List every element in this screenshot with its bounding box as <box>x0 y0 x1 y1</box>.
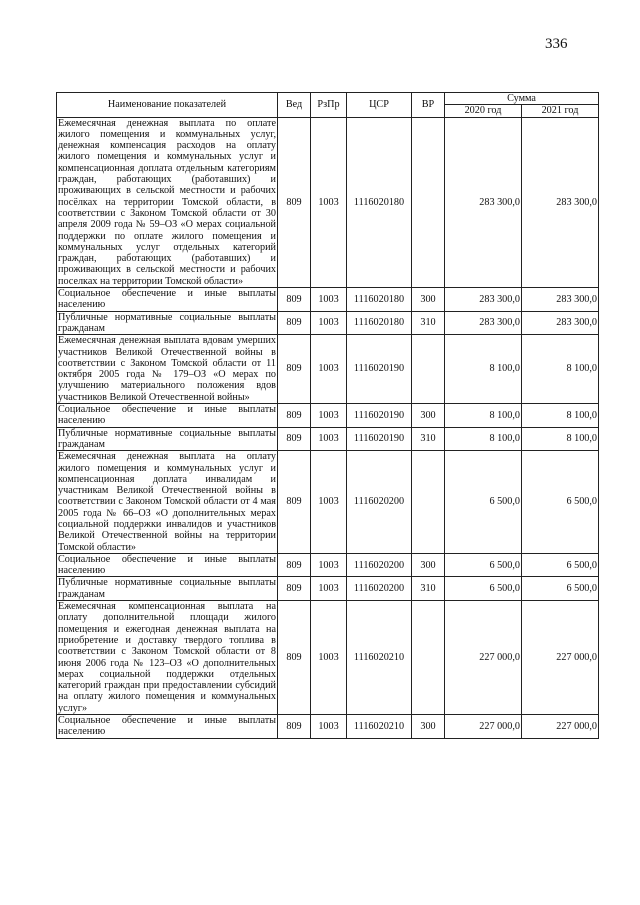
row-name: Социальное обеспечение и иные выплаты населению <box>58 553 276 577</box>
row-vr: 300 <box>412 404 445 428</box>
header-rzpr: РзПр <box>311 93 347 118</box>
header-2020: 2020 год <box>445 105 522 117</box>
row-vr: 300 <box>412 553 445 577</box>
row-sum-2021: 283 300,0 <box>522 288 599 312</box>
row-csr: 1116020200 <box>347 553 412 577</box>
header-vr: ВР <box>412 93 445 118</box>
row-ved: 809 <box>278 451 311 554</box>
row-rzpr: 1003 <box>311 335 347 404</box>
row-sum-2020: 227 000,0 <box>445 601 522 715</box>
row-vr: 300 <box>412 288 445 312</box>
row-vr: 310 <box>412 577 445 601</box>
table-row <box>57 117 599 287</box>
row-rzpr: 1003 <box>311 427 347 451</box>
row-sum-2020: 6 500,0 <box>445 553 522 577</box>
row-sum-2020: 227 000,0 <box>445 715 522 739</box>
table-row <box>57 335 599 404</box>
row-sum-2021: 8 100,0 <box>522 335 599 404</box>
row-csr: 1116020190 <box>347 335 412 404</box>
table-row <box>57 601 599 715</box>
table-row <box>57 427 599 451</box>
row-ved: 809 <box>278 335 311 404</box>
row-ved: 809 <box>278 117 311 287</box>
row-csr: 1116020180 <box>347 288 412 312</box>
header-csr: ЦСР <box>347 93 412 118</box>
table-row <box>57 553 599 577</box>
row-sum-2021: 6 500,0 <box>522 577 599 601</box>
row-vr <box>412 451 445 554</box>
row-rzpr: 1003 <box>311 601 347 715</box>
header-sum: Сумма <box>445 93 599 105</box>
row-ved: 809 <box>278 288 311 312</box>
row-ved: 809 <box>278 427 311 451</box>
row-ved: 809 <box>278 311 311 335</box>
row-sum-2020: 8 100,0 <box>445 335 522 404</box>
row-sum-2021: 6 500,0 <box>522 553 599 577</box>
row-ved: 809 <box>278 404 311 428</box>
row-sum-2020: 8 100,0 <box>445 404 522 428</box>
header-name: Наименование показателей <box>57 93 278 118</box>
row-csr: 1116020210 <box>347 601 412 715</box>
row-sum-2020: 6 500,0 <box>445 451 522 554</box>
row-rzpr: 1003 <box>311 577 347 601</box>
table-row <box>57 577 599 601</box>
row-ved: 809 <box>278 577 311 601</box>
row-name: Социальное обеспечение и иные выплаты населению <box>58 715 276 738</box>
row-rzpr: 1003 <box>311 553 347 577</box>
row-sum-2021: 8 100,0 <box>522 427 599 451</box>
row-vr: 310 <box>412 311 445 335</box>
row-sum-2020: 8 100,0 <box>445 427 522 451</box>
row-sum-2020: 283 300,0 <box>445 288 522 312</box>
row-rzpr: 1003 <box>311 311 347 335</box>
row-csr: 1116020200 <box>347 451 412 554</box>
table-row <box>57 404 599 428</box>
row-name: Социальное обеспечение и иные выплаты населению <box>58 288 276 311</box>
row-name: Ежемесячная денежная выплата вдовам умерших участников Великой Отечественной войны в соответствии с Законом Томской области от 11 октября 2005 года № 179–ОЗ «О мерах по улучшению материального положения вдов участников Великой Отечественной войны» <box>58 335 276 403</box>
budget-table <box>56 92 599 739</box>
row-csr: 1116020210 <box>347 715 412 739</box>
page-number: 336 <box>545 36 568 52</box>
row-ved: 809 <box>278 553 311 577</box>
row-sum-2021: 8 100,0 <box>522 404 599 428</box>
table-row <box>57 311 599 335</box>
row-csr: 1116020190 <box>347 404 412 428</box>
row-name: Ежемесячная денежная выплата по оплате жилого помещения и коммунальных услуг, денежная компенсация расходов на оплату жилого помещения и коммунальных услуг и компенсационная доплата отдельным категориям граждан, работающих (работавших) и проживающих в сельской местности и рабочих посёлках на территории Томской области, в соответствии с Законом Томской области от 30 апреля 2009 года № 59–ОЗ «О мерах социальной поддержки по оплате жилого помещения и коммунальных услуг отдельных категорий граждан, работающих (работавших) и проживающих в сельской местности и рабочих поселках на территории Томской области» <box>58 117 276 287</box>
row-vr: 310 <box>412 427 445 451</box>
row-csr: 1116020200 <box>347 577 412 601</box>
row-rzpr: 1003 <box>311 451 347 554</box>
row-ved: 809 <box>278 601 311 715</box>
row-rzpr: 1003 <box>311 288 347 312</box>
row-csr: 1116020180 <box>347 117 412 287</box>
row-rzpr: 1003 <box>311 715 347 739</box>
row-name: Публичные нормативные социальные выплаты гражданам <box>58 427 276 450</box>
row-rzpr: 1003 <box>311 117 347 287</box>
row-name: Социальное обеспечение и иные выплаты населению <box>58 404 276 427</box>
row-name: Публичные нормативные социальные выплаты гражданам <box>58 311 276 334</box>
row-name: Ежемесячная денежная выплата на оплату жилого помещения и коммунальных услуг и компенсационная доплата инвалидам и участникам Великой Отечественной войны в соответствии с Законом Томской области от 4 мая 2005 года № 66–ОЗ «О дополнительных мерах социальной поддержки инвалидов и участников Великой Отечественной войны на территории Томской области» <box>58 451 276 553</box>
header-row <box>57 93 599 105</box>
row-sum-2021: 283 300,0 <box>522 311 599 335</box>
header-2021: 2021 год <box>522 105 599 117</box>
row-rzpr: 1003 <box>311 404 347 428</box>
row-name: Публичные нормативные социальные выплаты гражданам <box>58 577 276 600</box>
table-row <box>57 288 599 312</box>
row-ved: 809 <box>278 715 311 739</box>
table-row <box>57 451 599 554</box>
row-sum-2020: 283 300,0 <box>445 311 522 335</box>
row-vr <box>412 335 445 404</box>
row-sum-2021: 227 000,0 <box>522 715 599 739</box>
header-ved: Вед <box>278 93 311 118</box>
row-sum-2020: 283 300,0 <box>445 117 522 287</box>
row-vr <box>412 601 445 715</box>
row-vr <box>412 117 445 287</box>
row-sum-2021: 6 500,0 <box>522 451 599 554</box>
table-row <box>57 715 599 739</box>
table-body <box>57 117 599 738</box>
row-vr: 300 <box>412 715 445 739</box>
row-name: Ежемесячная компенсационная выплата на оплату дополнительной площади жилого помещения и ежегодная денежная выплата на приобретение и доставку твердого топлива в соответствии с Законом Томской области от 8 июня 2006 года № 123–ОЗ «О дополнительных мерах социальной поддержки отдельных категорий граждан при предоставлении субсидий на оплату жилого помещения и коммунальных услуг» <box>58 601 276 714</box>
row-csr: 1116020190 <box>347 427 412 451</box>
row-sum-2020: 6 500,0 <box>445 577 522 601</box>
row-sum-2021: 227 000,0 <box>522 601 599 715</box>
row-csr: 1116020180 <box>347 311 412 335</box>
row-sum-2021: 283 300,0 <box>522 117 599 287</box>
